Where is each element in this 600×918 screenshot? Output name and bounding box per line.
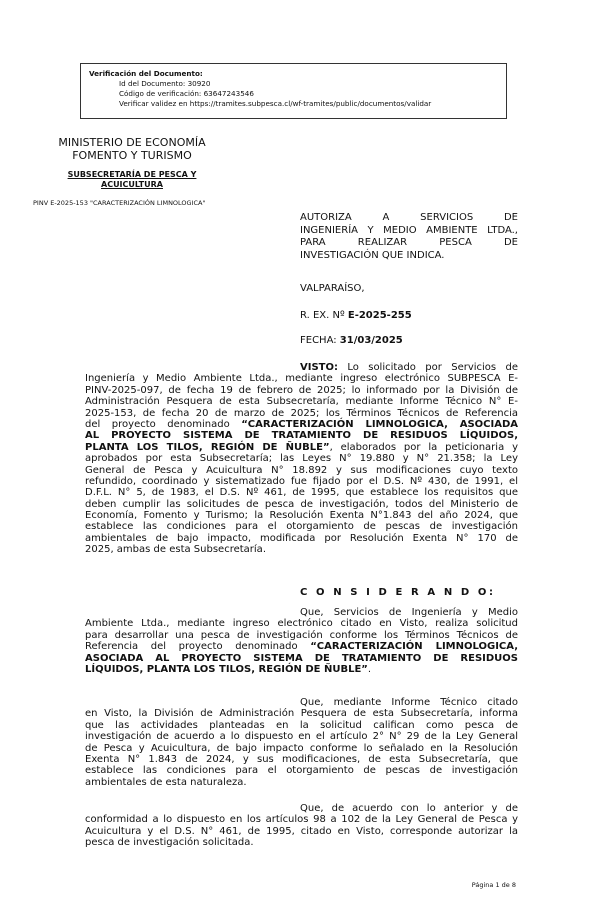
summary-line-1: AUTORIZA A SERVICIOS DE <box>300 212 518 223</box>
subsecretaria-line-1: SUBSECRETARÍA DE PESCA Y <box>67 170 197 179</box>
date-label: FECHA: <box>300 335 340 346</box>
paragraph-line: para desarrollar una pesca de investigación conforme los Términos Técnicos de <box>85 629 518 641</box>
verification-code: • Código de verificación: 63647243546 <box>119 89 498 99</box>
visto-line: D.F.L. N° 5, de 1983, el D.S. Nº 461, de 1995, que establece los requisitos que <box>85 487 518 499</box>
verification-url[interactable]: • Verificar validez en https://tramites.subpesca.cl/wf-tramites/public/documentos/validar <box>119 99 498 109</box>
considerando-paragraph-1 <box>85 607 518 675</box>
verification-box <box>80 63 507 119</box>
verification-list <box>89 79 498 109</box>
paragraph-line: Que, Servicios de Ingeniería y Medio <box>300 607 518 618</box>
visto-line: Ingeniería y Medio Ambiente Ltda., mediante ingreso electrónico SUBPESCA E- <box>85 373 518 385</box>
paragraph-line: pesca de investigación solicitada. <box>85 837 254 849</box>
date-value: 31/03/2025 <box>339 335 403 346</box>
considerando-paragraph-3 <box>85 803 518 849</box>
paragraph-line: conformidad a lo dispuesto en los artículos 98 a 102 de la Ley General de Pesca y <box>85 814 518 826</box>
place: VALPARAÍSO, <box>300 283 365 294</box>
paragraph-line: ambientales de esta naturaleza. <box>85 776 247 788</box>
paragraph-line: que las actividades planteadas en la solicitud califican como pesca de <box>85 719 518 731</box>
summary-line-2: INGENIERÍA Y MEDIO AMBIENTE LTDA., <box>300 224 518 236</box>
visto-line: deben cumplir las solicitudes de pesca de investigación, todos del Ministerio de <box>85 498 518 510</box>
paragraph-line: Que, de acuerdo con lo anterior y de <box>300 803 518 814</box>
paragraph-line: establece las condiciones para el otorgamiento de pescas de investigación <box>85 765 518 777</box>
visto-line: 2025, ambas de esta Subsecretaría. <box>85 544 266 556</box>
visto-line: VISTO: Lo solicitado por Servicios de <box>300 362 518 373</box>
visto-line: establece las condiciones para el otorgamiento de pescas de investigación <box>85 521 518 533</box>
resolution-value: E-2025-255 <box>347 310 412 321</box>
visto-line: 2025-153, de fecha 20 de marzo de 2025; los Términos Técnicos de Referencia <box>85 407 518 419</box>
paragraph-line: Ambiente Ltda., mediante ingreso electrónico citado en Visto, realiza solicitud <box>85 618 518 630</box>
visto-line: PLANTA LOS TILOS, REGIÓN DE ÑUBLE”, elaborados por la peticionaria y <box>85 441 518 453</box>
visto-line: Economía, Fomento y Turismo; la Resolución Exenta N°1.843 del año 2024, que <box>85 510 518 522</box>
resolution-number <box>300 310 412 321</box>
paragraph-line: Acuicultura y el D.S. N° 461, de 1995, citado en Visto, corresponde autorizar la <box>85 825 518 837</box>
summary-line-3: PARA REALIZAR PESCA DE <box>300 237 518 248</box>
page-number: Página 1 de 8 <box>471 881 516 889</box>
paragraph-line: en Visto, la División de Administración Pesquera de esta Subsecretaría, informa <box>85 708 518 720</box>
paragraph-line: ASOCIADA AL PROYECTO SISTEMA DE TRATAMIENTO DE RESIDUOS <box>85 652 518 664</box>
verification-title: Verificación del Documento: <box>89 69 203 78</box>
visto-heading: VISTO: <box>300 362 338 373</box>
summary-line-4: INVESTIGACIÓN QUE INDICA. <box>300 249 445 261</box>
visto-line: Administración Pesquera de esta Subsecretaría, mediante Informe Técnico N° E- <box>85 396 518 408</box>
visto-line: del proyecto denominado “CARACTERIZACIÓN LIMNOLOGICA, ASOCIADA <box>85 418 518 430</box>
ministry-header <box>42 136 222 162</box>
visto-line: PINV-2025-097, de fecha 19 de febrero de 2025; lo informado por la División de <box>85 384 518 396</box>
considerando-paragraph-2 <box>85 697 518 788</box>
subsecretaria-line-2: ACUICULTURA <box>101 180 163 189</box>
paragraph-line: Exenta N° 1.843 de 2024, y sus modificaciones, de esta Subsecretaría, que <box>85 753 518 765</box>
paragraph-line: Que, mediante Informe Técnico citado <box>300 697 518 708</box>
resolution-date <box>300 335 403 346</box>
verification-id: • Id del Documento: 30920 <box>119 79 498 89</box>
reference-code: PINV E-2025-153 "CARACTERIZACIÓN LIMNOLOGICA" <box>33 199 206 207</box>
visto-line: aprobados por esta Subsecretaría; las Leyes N° 19.880 y N° 21.358; la Ley <box>85 453 518 465</box>
visto-section <box>85 362 518 556</box>
paragraph-line: investigación de acuerdo a lo dispuesto en el artículo 2° N° 29 de la Ley General <box>85 731 518 743</box>
paragraph-line: de Pesca y Acuicultura, de bajo impacto conforme lo señalado en la Resolución <box>85 742 518 754</box>
resolution-summary <box>300 212 518 262</box>
visto-line: refundido, coordinado y sistematizado fue fijado por el D.S. Nº 430, de 1991, el <box>85 475 518 487</box>
visto-line: General de Pesca y Acuicultura N° 18.892 y sus modificaciones cuyo texto <box>85 464 518 476</box>
visto-line: ambientales de bajo impacto, modificada por Resolución Exenta N° 170 de <box>85 532 518 544</box>
subsecretaria-header <box>62 170 202 190</box>
considerando-heading: C O N S I D E R A N D O: <box>300 587 496 598</box>
ministry-line-1: MINISTERIO DE ECONOMÍA <box>58 136 206 149</box>
ministry-line-2: FOMENTO Y TURISMO <box>72 149 192 162</box>
visto-line: AL PROYECTO SISTEMA DE TRATAMIENTO DE RESIDUOS LÍQUIDOS, <box>85 430 518 442</box>
paragraph-line: Referencia del proyecto denominado “CARACTERIZACIÓN LIMNOLOGICA, <box>85 641 518 653</box>
resolution-label: R. EX. Nº <box>300 310 348 321</box>
paragraph-line: LÍQUIDOS, PLANTA LOS TILOS, REGIÓN DE ÑUBLE”. <box>85 663 372 675</box>
